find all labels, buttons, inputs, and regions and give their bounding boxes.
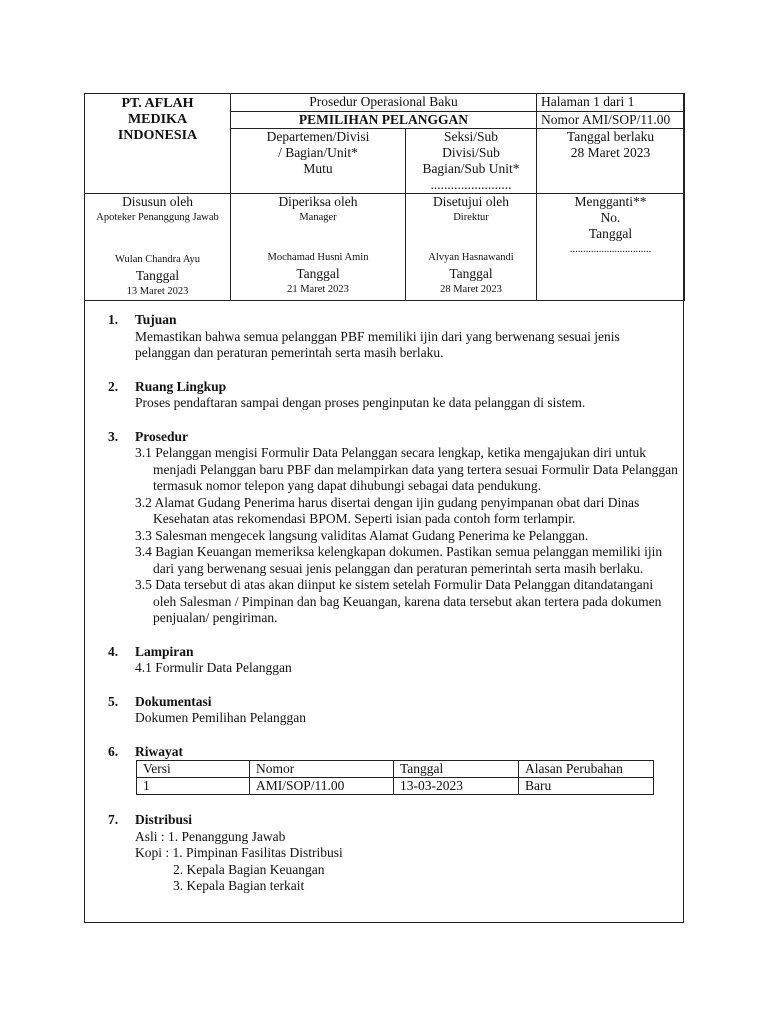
section-number: 3.	[108, 428, 119, 444]
distribution-line: 2. Kepala Bagian Keuangan	[173, 861, 325, 877]
prepared-name: Wulan Chandra Ayu	[115, 254, 200, 265]
distribution-line: Asli : 1. Penanggung Jawab	[135, 828, 286, 844]
department-line-2: / Bagian/Unit*	[278, 145, 358, 160]
number-cell	[537, 112, 685, 129]
distribution-line: 3. Kepala Bagian terkait	[173, 878, 305, 893]
section-cell	[406, 129, 537, 194]
history-header-cell: Nomor	[250, 761, 394, 778]
section-title: Tujuan	[135, 312, 177, 327]
section-title: Riwayat	[135, 743, 183, 759]
section-number: 2.	[108, 378, 119, 394]
procedure-item: 3.3 Salesman mengecek langsung validitas Alamat Gudang Penerima ke Pelanggan.	[135, 527, 589, 543]
section-procedure	[108, 429, 678, 627]
checked-role: Manager	[299, 212, 337, 223]
company-line-3: INDONESIA	[117, 128, 198, 143]
approved-label: Disetujui oleh	[432, 194, 510, 209]
department-line-3: Mutu	[303, 161, 333, 176]
doc-title-cell	[231, 112, 537, 129]
section-scope	[108, 379, 678, 412]
effective-date-label: Tanggal berlaku	[566, 129, 655, 144]
approved-date-label: Tanggal	[449, 266, 493, 281]
section-line-2: Divisi/Sub	[442, 145, 500, 160]
checked-label: Diperiksa oleh	[278, 194, 358, 209]
procedure-item: 3.5 Data tersebut di atas akan diinput ke sistem setelah Formulir Data Pelanggan ditandatangani oleh Salesman / Pimpinan dan bag Keuangan, karena data tersebut akan tertera pada dokumen penjualan/ pengiriman.	[135, 577, 662, 625]
checked-name: Mochamad Husni Amin	[267, 252, 369, 263]
company-line-2: MEDIKA	[127, 112, 188, 127]
doc-type: Prosedur Operasional Baku	[309, 94, 458, 109]
section-number: 4.	[108, 643, 119, 659]
replaces-date: Tanggal	[588, 226, 633, 241]
checked-date: 21 Maret 2023	[287, 284, 349, 295]
section-documentation	[108, 694, 678, 727]
company-name-cell	[85, 94, 231, 194]
approved-by-cell	[406, 194, 537, 301]
history-cell: AMI/SOP/11.00	[250, 778, 394, 795]
checked-by-cell	[231, 194, 406, 301]
prepared-by-cell	[85, 194, 231, 301]
section-attachments	[108, 644, 678, 677]
section-title: Lampiran	[135, 643, 194, 659]
section-text: Memastikan bahwa semua pelanggan PBF memiliki ijin dari yang berwenang sesuai jenis pelanggan dan peraturan pemerintah serta masih berlaku.	[135, 328, 620, 360]
section-title: Dokumentasi	[135, 693, 212, 709]
doc-type-cell	[231, 94, 537, 112]
section-number: 6.	[108, 743, 119, 759]
distribution-line: Kopi : 1. Pimpinan Fasilitas Distribusi	[135, 845, 343, 860]
section-number: 7.	[108, 812, 119, 827]
effective-date-cell	[537, 129, 685, 194]
approved-date: 28 Maret 2023	[440, 284, 502, 295]
section-purpose	[108, 312, 678, 362]
section-number: 1.	[108, 312, 119, 327]
department-cell	[231, 129, 406, 194]
page-info: Halaman 1 dari 1	[541, 94, 635, 109]
procedure-item: 3.1 Pelanggan mengisi Formulir Data Pelanggan secara lengkap, ketika mengajukan diri untuk menjadi Pelanggan baru PBF dan melampirkan data yang tertera sesuai Formulir Data Pelanggan termasuk nomor telepon yang dapat dihubungi sebagai data pendukung.	[135, 445, 678, 493]
replaces-dots: ...............................	[569, 244, 652, 255]
section-text: 4.1 Formulir Data Pelanggan	[135, 660, 292, 675]
prepared-role: Apoteker Penanggung Jawab	[96, 212, 219, 223]
history-table	[136, 760, 654, 795]
document-header-table	[84, 93, 685, 301]
replaces-number: No.	[600, 210, 621, 225]
document-body	[108, 312, 678, 912]
prepared-label: Disusun oleh	[122, 194, 193, 209]
approved-role: Direktur	[453, 212, 489, 223]
history-cell: Baru	[519, 778, 654, 795]
company-line-1: PT. AFLAH	[121, 96, 194, 111]
replaces-label: Mengganti**	[574, 194, 647, 209]
approved-name: Alvyan Hasnawandi	[428, 252, 514, 263]
history-header-cell: Alasan Perubahan	[519, 761, 654, 778]
procedure-item: 3.2 Alamat Gudang Penerima harus disertai dengan ijin gudang penyimpanan obat dari Dinas Kesehatan atas rekomendasi BPOM. Seperti isian pada contoh form terlampir.	[135, 494, 640, 526]
section-number: 5.	[108, 693, 119, 709]
history-row	[137, 778, 654, 795]
procedure-item: 3.4 Bagian Keuangan memeriksa kelengkapan dokumen. Pastikan semua pelanggan memiliki ijin dari yang berwenang sesuai jenis pelanggan dan peraturan pemerintah serta masih berlaku.	[135, 544, 663, 576]
page-cell	[537, 94, 685, 112]
replaces-cell	[537, 194, 685, 301]
history-header-row	[137, 761, 654, 778]
checked-date-label: Tanggal	[296, 266, 340, 281]
department-line-1: Departemen/Divisi	[266, 129, 370, 144]
section-text: Proses pendaftaran sampai dengan proses penginputan ke data pelanggan di sistem.	[135, 395, 586, 410]
history-cell: 1	[137, 778, 250, 795]
section-text: Dokumen Pemilihan Pelanggan	[135, 710, 306, 725]
history-cell: 13-03-2023	[394, 778, 519, 795]
section-history	[108, 744, 678, 796]
section-title: Ruang Lingkup	[135, 378, 227, 394]
section-title: Distribusi	[135, 812, 193, 827]
effective-date: 28 Maret 2023	[570, 145, 651, 160]
doc-number: Nomor AMI/SOP/11.00	[541, 112, 671, 127]
doc-title: PEMILIHAN PELANGGAN	[298, 112, 469, 127]
prepared-date: 13 Maret 2023	[126, 286, 189, 297]
history-header-cell: Tanggal	[394, 761, 519, 778]
section-line-3: Bagian/Sub Unit*	[422, 161, 520, 176]
section-title: Prosedur	[135, 428, 188, 444]
prepared-date-label: Tanggal	[135, 268, 180, 283]
section-dots: ........................	[430, 177, 512, 192]
section-distribution	[108, 812, 678, 895]
section-line-1: Seksi/Sub	[443, 129, 498, 144]
history-header-cell: Versi	[137, 761, 250, 778]
